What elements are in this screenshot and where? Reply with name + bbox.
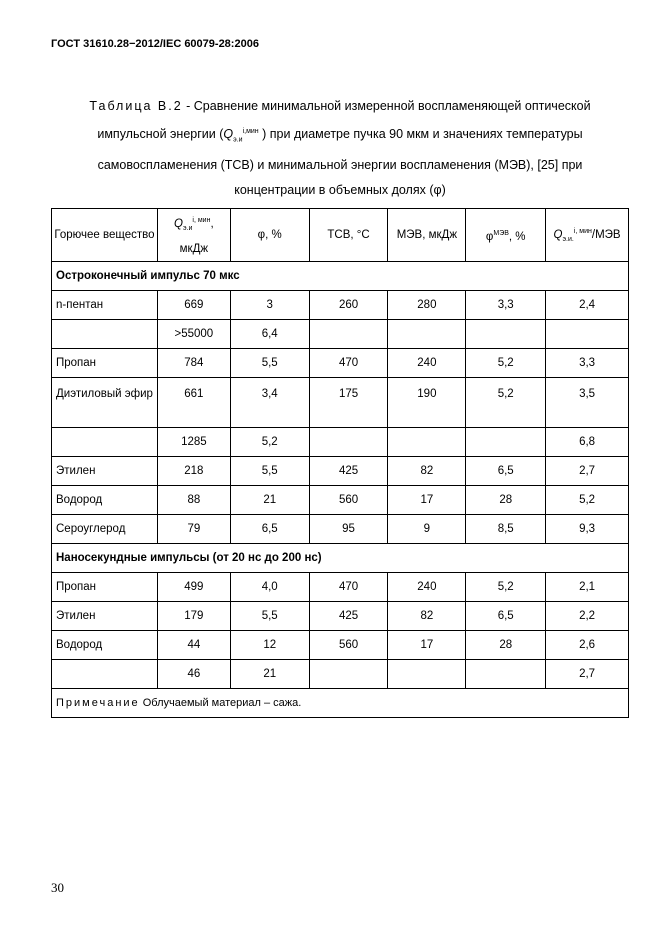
- table-cell: 190: [388, 378, 466, 428]
- table-cell: 5,2: [466, 378, 546, 428]
- table-cell: Пропан: [52, 349, 158, 378]
- table-row: [52, 378, 629, 428]
- col-phimev: $\varphi^{МЭВ}$, %: [466, 209, 546, 262]
- table-cell: 82: [388, 602, 466, 631]
- table-row: [52, 320, 629, 349]
- table-row: [52, 486, 629, 515]
- table-cell: Этилен: [52, 602, 158, 631]
- section-row: [52, 262, 629, 291]
- col-phi: φ, %: [230, 209, 309, 262]
- table-cell: 499: [157, 573, 230, 602]
- table-cell: 6,5: [230, 515, 309, 544]
- table-cell: 79: [157, 515, 230, 544]
- section-row: [52, 544, 629, 573]
- table-cell: Этилен: [52, 457, 158, 486]
- table-cell: 5,5: [230, 349, 309, 378]
- table-cell: 470: [309, 349, 388, 378]
- col-q: $Q_{э.и}^{i, мин}$, мкДж: [157, 209, 230, 262]
- table-cell: [388, 660, 466, 689]
- table-cell: 2,1: [546, 573, 629, 602]
- table-note: Примечание Облучаемый материал – сажа.: [52, 689, 629, 718]
- table-row: [52, 291, 629, 320]
- table-row: [52, 631, 629, 660]
- table-cell: 240: [388, 349, 466, 378]
- table-cell: [52, 660, 158, 689]
- table-cell: 425: [309, 602, 388, 631]
- table-cell: 260: [309, 291, 388, 320]
- col-ratio: $Q_{э.и.}^{i, мин}$/МЭВ: [546, 209, 629, 262]
- table-cell: 82: [388, 457, 466, 486]
- table-cell: 560: [309, 486, 388, 515]
- table-cell: 9,3: [546, 515, 629, 544]
- table-cell: Водород: [52, 631, 158, 660]
- table-cell: 5,5: [230, 457, 309, 486]
- standard-header: ГОСТ 31610.28−2012/IEC 60079-28:2006: [51, 38, 259, 50]
- table-cell: 5,2: [466, 349, 546, 378]
- table-cell: 95: [309, 515, 388, 544]
- table-cell: 44: [157, 631, 230, 660]
- table-cell: 669: [157, 291, 230, 320]
- table-note-row: [52, 689, 629, 718]
- table-cell: 784: [157, 349, 230, 378]
- table-cell: [466, 320, 546, 349]
- table-cell: 280: [388, 291, 466, 320]
- table-cell: [466, 428, 546, 457]
- table-cell: 5,2: [466, 573, 546, 602]
- table-cell: 5,2: [230, 428, 309, 457]
- table-cell: 3,3: [546, 349, 629, 378]
- table-cell: 3,4: [230, 378, 309, 428]
- table-row: [52, 349, 629, 378]
- table-cell: 3,3: [466, 291, 546, 320]
- table-cell: 21: [230, 660, 309, 689]
- table-row: [52, 428, 629, 457]
- table-cell: 28: [466, 486, 546, 515]
- table-cell: 2,2: [546, 602, 629, 631]
- table-cell: 5,2: [546, 486, 629, 515]
- table-cell: 17: [388, 631, 466, 660]
- table-cell: 5,5: [230, 602, 309, 631]
- table-cell: 560: [309, 631, 388, 660]
- col-fuel: Горючее вещество: [52, 209, 158, 262]
- table-row: [52, 660, 629, 689]
- table-cell: >55000: [157, 320, 230, 349]
- table-cell: 4,0: [230, 573, 309, 602]
- table-cell: Водород: [52, 486, 158, 515]
- table-cell: 88: [157, 486, 230, 515]
- table-cell: Сероуглерод: [52, 515, 158, 544]
- table-cell: 179: [157, 602, 230, 631]
- table-cell: 175: [309, 378, 388, 428]
- table-row: [52, 457, 629, 486]
- table-cell: [52, 428, 158, 457]
- table-cell: 240: [388, 573, 466, 602]
- table-row: [52, 573, 629, 602]
- table-cell: 6,4: [230, 320, 309, 349]
- col-mev: МЭВ, мкДж: [388, 209, 466, 262]
- table-cell: 470: [309, 573, 388, 602]
- table-cell: [388, 320, 466, 349]
- section-title: Остроконечный импульс 70 мкс: [52, 262, 629, 291]
- table-cell: n-пентан: [52, 291, 158, 320]
- table-cell: 3: [230, 291, 309, 320]
- table-cell: 3,5: [546, 378, 629, 428]
- table-cell: 1285: [157, 428, 230, 457]
- table-cell: 2,7: [546, 457, 629, 486]
- section-title: Наносекундные импульсы (от 20 нс до 200 нс): [52, 544, 629, 573]
- data-table: [51, 208, 629, 718]
- page-number: 30: [51, 880, 64, 895]
- table-cell: [309, 428, 388, 457]
- table-cell: 21: [230, 486, 309, 515]
- table-cell: 9: [388, 515, 466, 544]
- table-cell: 2,6: [546, 631, 629, 660]
- table-cell: 661: [157, 378, 230, 428]
- table-cell: 17: [388, 486, 466, 515]
- table-cell: [52, 320, 158, 349]
- col-tsv: ТСВ, °С: [309, 209, 388, 262]
- table-cell: [546, 320, 629, 349]
- table-cell: 28: [466, 631, 546, 660]
- table-cell: 2,4: [546, 291, 629, 320]
- table-caption: Таблица В.2 - Сравнение минимальной измеренной воспламеняющей оптической импульсной энергии ($Q_{э.и}^{i,мин}$ ) при диаметре пучка 90 мкм и значениях температуры самовоспламенения (ТСВ) и минимальной энергии воспламенения (МЭВ), [25] при концентрации в объемных долях (φ): [89, 99, 591, 197]
- table-cell: 218: [157, 457, 230, 486]
- table-cell: [309, 320, 388, 349]
- table-row: [52, 602, 629, 631]
- table-cell: 8,5: [466, 515, 546, 544]
- table-header-row: [52, 209, 629, 262]
- table-cell: 2,7: [546, 660, 629, 689]
- table-cell: 425: [309, 457, 388, 486]
- table-cell: [309, 660, 388, 689]
- table-cell: [388, 428, 466, 457]
- table-cell: Пропан: [52, 573, 158, 602]
- table-cell: Диэтиловый эфир: [52, 378, 158, 428]
- table-row: [52, 515, 629, 544]
- table-cell: 6,5: [466, 457, 546, 486]
- table-cell: 6,5: [466, 602, 546, 631]
- table-cell: 12: [230, 631, 309, 660]
- table-cell: 46: [157, 660, 230, 689]
- table-cell: 6,8: [546, 428, 629, 457]
- table-cell: [466, 660, 546, 689]
